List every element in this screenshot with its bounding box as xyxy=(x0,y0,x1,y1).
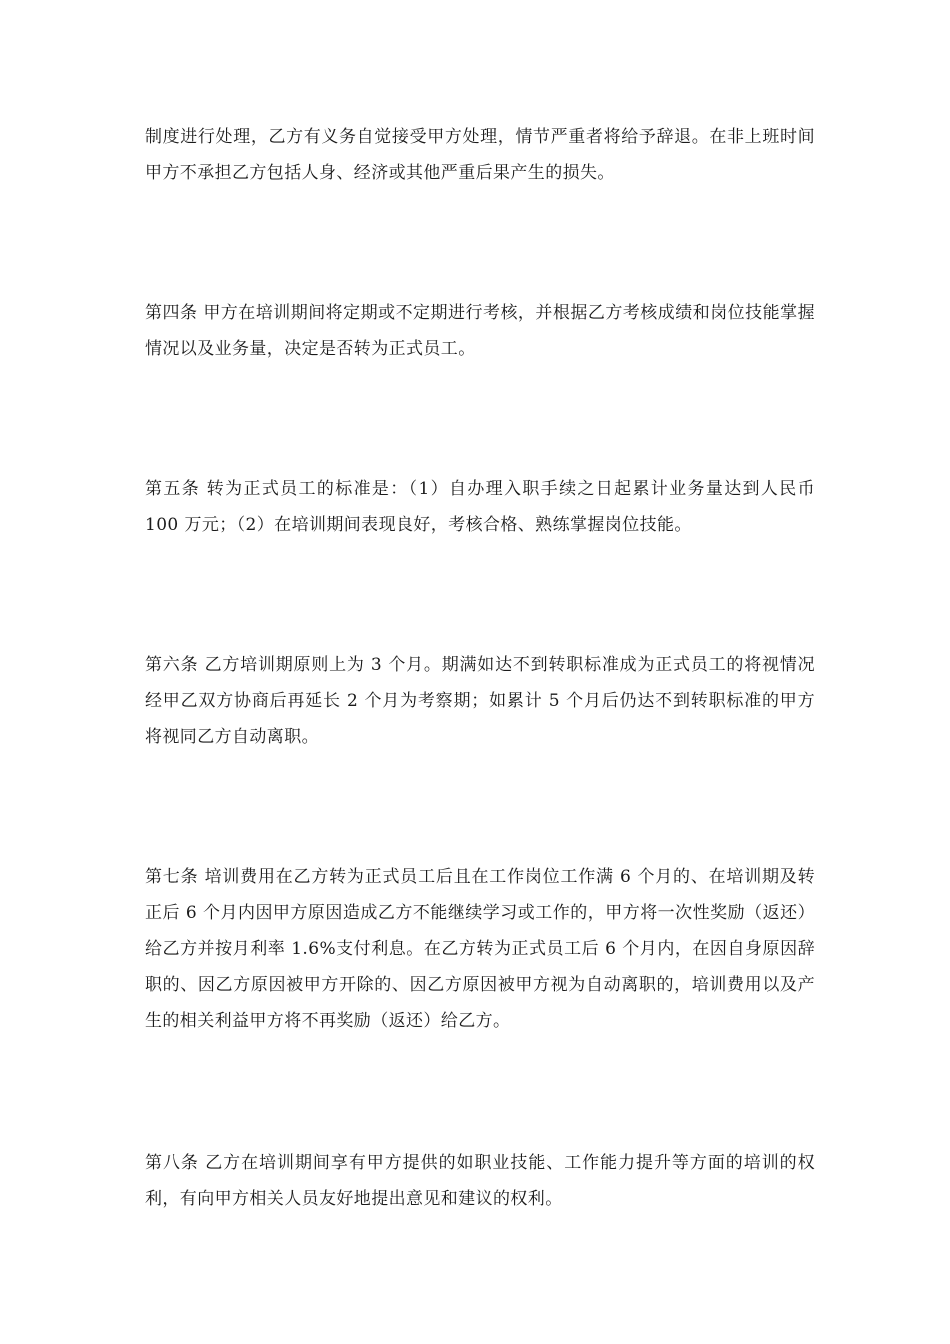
article-7-paragraph: 第七条 培训费用在乙方转为正式员工后且在工作岗位工作满 6 个月的、在培训期及转正后 6 个月内因甲方原因造成乙方不能继续学习或工作的，甲方将一次性奖励（返还）给乙方并按月利率 1.6%支付利息。在乙方转为正式员工后 6 个月内，在因自身原因辞职的、因乙方原因被甲方开除的、因乙方原因被甲方视为自动离职的，培训费用以及产生的相关利益甲方将不再奖励（返还）给乙方。 xyxy=(145,867,815,1031)
paragraph-continuation: 制度进行处理，乙方有义务自觉接受甲方处理，情节严重者将给予辞退。在非上班时间甲方不承担乙方包括人身、经济或其他严重后果产生的损失。 xyxy=(145,127,815,183)
article-5-paragraph: 第五条 转为正式员工的标准是：（1）自办理入职手续之日起累计业务量达到人民币 100 万元；（2）在培训期间表现良好，考核合格、熟练掌握岗位技能。 xyxy=(145,479,815,535)
article-6-paragraph: 第六条 乙方培训期原则上为 3 个月。期满如达不到转职标准成为正式员工的将视情况经甲乙双方协商后再延长 2 个月为考察期；如累计 5 个月后仍达不到转职标准的甲方将视同乙方自动离职。 xyxy=(145,655,815,747)
article-8-paragraph: 第八条 乙方在培训期间享有甲方提供的如职业技能、工作能力提升等方面的培训的权利，有向甲方相关人员友好地提出意见和建议的权利。 xyxy=(145,1153,815,1209)
article-4-paragraph: 第四条 甲方在培训期间将定期或不定期进行考核，并根据乙方考核成绩和岗位技能掌握情况以及业务量，决定是否转为正式员工。 xyxy=(145,303,815,359)
